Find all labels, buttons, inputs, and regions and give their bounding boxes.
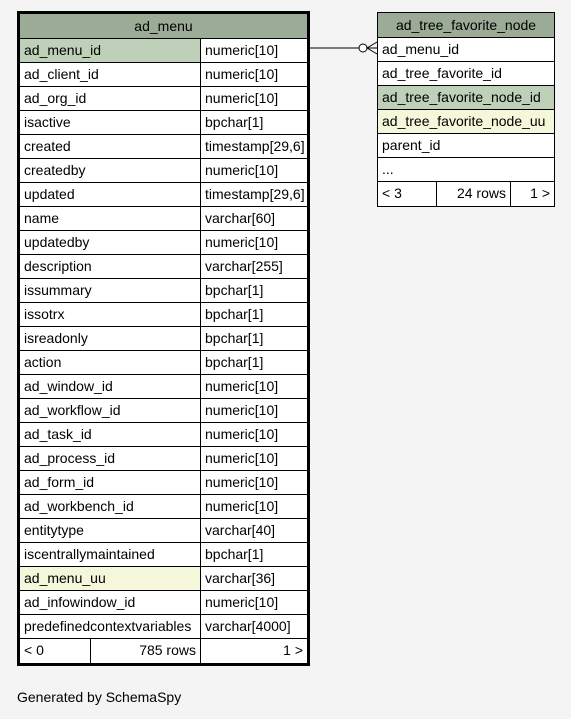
column-type: bpchar[1] — [205, 306, 264, 322]
column-type: bpchar[1] — [205, 354, 264, 370]
column-type: varchar[36] — [205, 570, 276, 586]
column-type: numeric[10] — [205, 42, 279, 58]
column-name: isreadonly — [20, 327, 201, 350]
column-name: ad_menu_uu — [20, 567, 201, 590]
crow-foot-upper — [367, 42, 377, 48]
column-type: numeric[10] — [205, 594, 279, 610]
column-name: updatedby — [20, 231, 201, 254]
generated-by-label: Generated by SchemaSpy — [17, 689, 182, 705]
column-type: numeric[10] — [205, 450, 279, 466]
column-type: numeric[10] — [205, 90, 279, 106]
column-name: description — [20, 255, 201, 278]
ad-menu-table-header[interactable]: ad_menu — [20, 14, 307, 39]
row-count: 785 rows — [91, 639, 201, 663]
column-name: ad_org_id — [20, 87, 201, 110]
column-name: ad_infowindow_id — [20, 591, 201, 614]
column-name: ad_tree_favorite_node_id — [378, 86, 554, 109]
column-type: numeric[10] — [205, 402, 279, 418]
column-name: ad_process_id — [20, 447, 201, 470]
column-name: name — [20, 207, 201, 230]
column-type: numeric[10] — [205, 162, 279, 178]
column-type: numeric[10] — [205, 474, 279, 490]
crow-foot-lower — [367, 48, 377, 54]
column-type: bpchar[1] — [205, 330, 264, 346]
row-count: 24 rows — [437, 182, 511, 206]
parents-count[interactable]: < 0 — [20, 639, 91, 663]
column-name: predefinedcontextvariables — [20, 615, 201, 638]
column-type: varchar[255] — [205, 258, 283, 274]
column-name: createdby — [20, 159, 201, 182]
column-name: ... — [382, 161, 394, 177]
column-name: ad_window_id — [20, 375, 201, 398]
column-type: numeric[10] — [205, 498, 279, 514]
column-type: numeric[10] — [205, 66, 279, 82]
column-type: bpchar[1] — [205, 114, 264, 130]
column-name: ad_menu_id — [382, 41, 460, 57]
column-name: issotrx — [20, 303, 201, 326]
column-type: timestamp[29,6] — [205, 186, 305, 202]
column-type: varchar[60] — [205, 210, 276, 226]
column-name: entitytype — [20, 519, 201, 542]
children-count[interactable]: 1 > — [530, 185, 550, 201]
column-name: ad_task_id — [20, 423, 201, 446]
column-name: issummary — [20, 279, 201, 302]
column-name: ad_tree_favorite_id — [382, 65, 502, 81]
column-name: iscentrallymaintained — [20, 543, 201, 566]
column-type: numeric[10] — [205, 234, 279, 250]
column-type: timestamp[29,6] — [205, 138, 305, 154]
column-type: bpchar[1] — [205, 282, 264, 298]
ad-tree-favorite-node-table-header[interactable]: ad_tree_favorite_node — [378, 13, 554, 38]
zero-optional-marker — [359, 44, 367, 52]
children-count[interactable]: 1 > — [283, 642, 303, 658]
column-name: isactive — [20, 111, 201, 134]
column-name: ad_form_id — [20, 471, 201, 494]
column-type: bpchar[1] — [205, 546, 264, 562]
column-name: ad_client_id — [20, 63, 201, 86]
column-name: updated — [20, 183, 201, 206]
column-name: ad_workflow_id — [20, 399, 201, 422]
column-type: numeric[10] — [205, 426, 279, 442]
parents-count[interactable]: < 3 — [378, 182, 437, 206]
column-name: ad_menu_id — [20, 39, 201, 62]
column-type: varchar[4000] — [205, 618, 291, 634]
column-type: varchar[40] — [205, 522, 276, 538]
column-name: ad_workbench_id — [20, 495, 201, 518]
column-name: created — [20, 135, 201, 158]
column-type: numeric[10] — [205, 378, 279, 394]
column-name: ad_tree_favorite_node_uu — [378, 110, 554, 133]
column-name: action — [20, 351, 201, 374]
column-name: parent_id — [382, 137, 441, 153]
